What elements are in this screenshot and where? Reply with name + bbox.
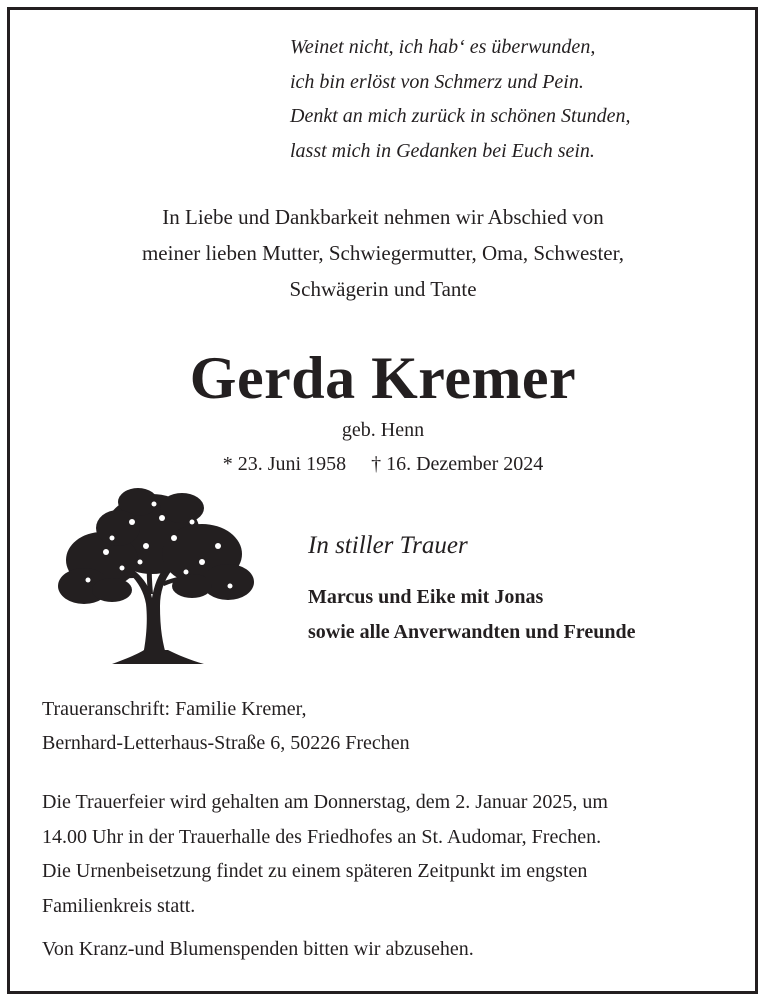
ceremony-line: Familienkreis statt. — [42, 894, 196, 917]
intro-text — [0, 199, 766, 307]
poem-line: Weinet nicht, ich hab‘ es überwunden, — [290, 36, 596, 58]
deceased-name: Gerda Kremer — [189, 345, 577, 411]
poem-line: ich bin erlöst von Schmerz und Pein. — [290, 70, 584, 93]
ceremony-line: Die Trauerfeier wird gehalten am Donnerstag, dem 2. Januar 2025, um — [42, 791, 608, 813]
address-line: Bernhard-Letterhaus-Straße 6, 50226 Frechen — [42, 732, 410, 754]
mourners-line: Marcus und Eike mit Jonas — [308, 586, 544, 608]
poem-line: lasst mich in Gedanken bei Euch sein. — [290, 139, 595, 162]
birth-date: * 23. Juni 1958 — [222, 453, 347, 475]
intro-line: Schwägerin und Tante — [289, 277, 477, 301]
death-date: † 16. Dezember 2024 — [371, 453, 544, 475]
mourning-title: In stiller Trauer — [308, 532, 468, 559]
mourners — [308, 580, 635, 650]
mourners-line: sowie alle Anverwandten und Freunde — [308, 621, 636, 643]
ceremony-details — [42, 785, 732, 923]
poem-line: Denkt an mich zurück in schönen Stunden, — [290, 105, 631, 127]
intro-line: meiner lieben Mutter, Schwiegermutter, Oma, Schwester, — [141, 241, 625, 265]
ceremony-line: 14.00 Uhr in der Trauerhalle des Friedhofes an St. Audomar, Frechen. — [42, 825, 602, 848]
poem — [290, 30, 630, 168]
flowers-note: Von Kranz-und Blumenspenden bitten wir abzusehen. — [42, 938, 474, 960]
condolence-address — [42, 692, 410, 760]
intro-line: In Liebe und Dankbarkeit nehmen wir Abschied von — [162, 205, 604, 229]
ceremony-line: Die Urnenbeisetzung findet zu einem späteren Zeitpunkt im engsten — [42, 860, 588, 882]
life-dates — [0, 450, 766, 478]
address-line: Traueranschrift: Familie Kremer, — [42, 698, 307, 720]
tree-icon — [42, 482, 262, 667]
maiden-name: geb. Henn — [341, 419, 425, 441]
